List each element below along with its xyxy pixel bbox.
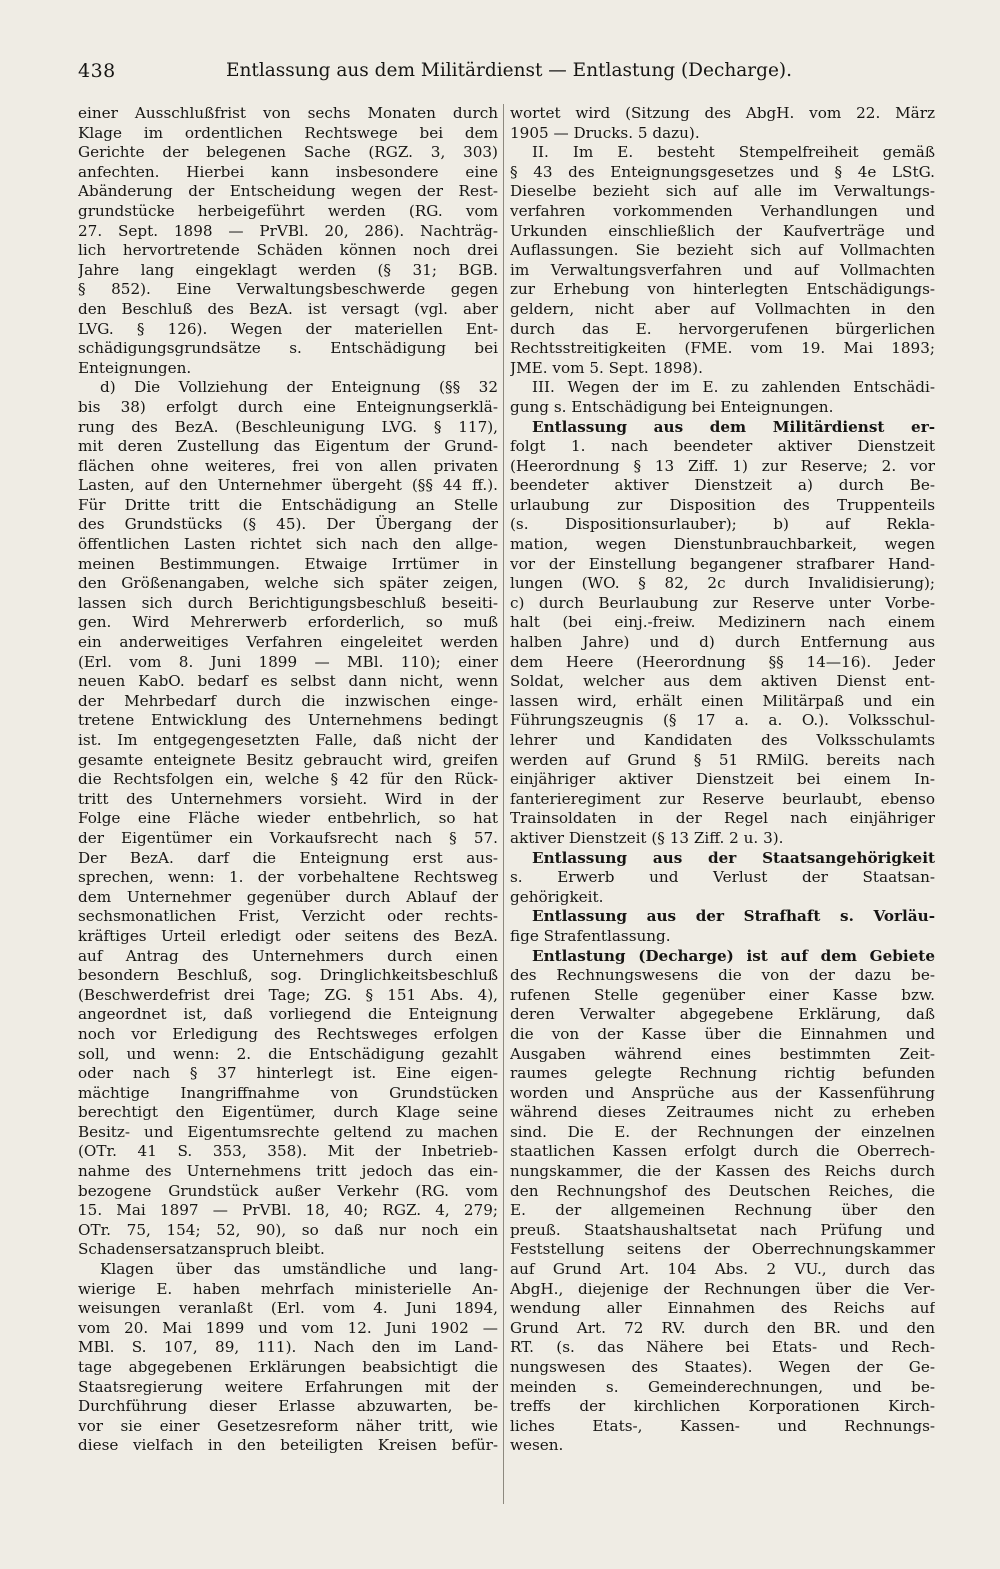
text-line: wesen.: [510, 1436, 564, 1455]
column-divider: [503, 104, 504, 1504]
text-line: fanterieregiment zur Reserve beurlaubt, ebenso: [510, 789, 935, 808]
text-line: (Beschwerdefrist drei Tage; ZG. § 151 Abs. 4),: [78, 985, 498, 1004]
page-header: [78, 60, 928, 86]
text-line: den Rechnungshof des Deutschen Reiches, die: [510, 1181, 935, 1200]
text-line: meinden s. Gemeinderechnungen, und be-: [510, 1377, 935, 1396]
text-line: fige Strafentlassung.: [510, 926, 671, 945]
text-line: c) durch Beurlaubung zur Reserve unter Vorbe-: [510, 593, 935, 612]
text-line: soll, und wenn: 2. die Entschädigung gezahlt: [78, 1044, 498, 1063]
text-line: lich hervortretende Schäden können noch drei: [78, 241, 498, 260]
text-line: mation, wegen Dienstunbrauchbarkeit, wegen: [510, 535, 935, 554]
text-line: den Beschluß des BezA. ist versagt (vgl. aber: [78, 299, 498, 318]
text-line: Ausgaben während eines bestimmten Zeit-: [510, 1044, 935, 1063]
text-line: d) Die Vollziehung der Enteignung (§§ 32: [100, 378, 498, 397]
text-line: tage abgegebenen Erklärungen beabsichtigt die: [78, 1358, 498, 1376]
text-line: Gerichte der belegenen Sache (RGZ. 3, 303): [78, 143, 498, 162]
text-line: halt (bei einj.-freiw. Medizinern nach einem: [510, 613, 935, 632]
text-line: vor der Einstellung begangener strafbarer Hand-: [510, 554, 935, 573]
text-line: Durchführung dieser Erlasse abzuwarten, be-: [78, 1397, 498, 1416]
text-line: die Rechtsfolgen ein, welche § 42 für den Rück-: [78, 770, 498, 789]
text-line: vor sie einer Gesetzesreform näher tritt, wie: [78, 1416, 498, 1435]
text-line: den Größenangaben, welche sich später zeigen,: [78, 574, 498, 593]
text-line: liches Etats-, Kassen- und Rechnungs-: [510, 1416, 935, 1435]
text-line: Für Dritte tritt die Entschädigung an Stelle: [78, 495, 498, 514]
text-line: (Heerordnung § 13 Ziff. 1) zur Reserve; 2. vor: [510, 456, 935, 475]
text-line: ist. Im entgegengesetzten Falle, daß nicht der: [78, 731, 498, 749]
text-line: einjähriger aktiver Dienstzeit bei einem In-: [510, 770, 935, 789]
text-line: III. Wegen der im E. zu zahlenden Entschädi-: [532, 378, 935, 397]
text-line: E. der allgemeinen Rechnung über den: [510, 1201, 935, 1220]
text-line: nahme des Unternehmens tritt jedoch das ein-: [78, 1162, 498, 1181]
text-line: des Rechnungswesens die von der dazu be-: [510, 966, 935, 985]
text-line: durch das E. hervorgerufenen bürgerlichen: [510, 319, 935, 338]
text-line: wortet wird (Sitzung des AbgH. vom 22. März: [510, 104, 935, 122]
text-line: rufenen Stelle gegenüber einer Kasse bzw.: [510, 985, 935, 1004]
text-line: Klage im ordentlichen Rechtswege bei dem: [78, 123, 498, 142]
text-line: diese vielfach in den beteiligten Kreisen befür-: [78, 1436, 498, 1455]
text-line: Auflassungen. Sie bezieht sich auf Vollmachten: [510, 241, 935, 260]
text-line: flächen ohne weiteres, frei von allen privaten: [78, 456, 498, 475]
text-line: (Erl. vom 8. Juni 1899 — MBl. 110); einer: [78, 652, 498, 671]
page-number: 438: [78, 60, 116, 82]
text-line: 27. Sept. 1898 — PrVBl. 20, 286). Nachträg-: [78, 221, 498, 240]
text-line: verfahren vorkommenden Verhandlungen und: [510, 201, 935, 220]
text-line: während dieses Zeitraumes nicht zu erheben: [510, 1103, 935, 1122]
text-line: II. Im E. besteht Stempelfreiheit gemäß: [532, 143, 935, 162]
text-line: neuen KabO. bedarf es selbst dann nicht, wenn: [78, 672, 498, 691]
text-line: einer Ausschlußfrist von sechs Monaten durch: [78, 104, 498, 122]
text-line: die von der Kasse über die Einnahmen und: [510, 1024, 935, 1043]
text-line: urlaubung zur Disposition des Truppenteils: [510, 495, 935, 514]
text-line: schädigungsgrundsätze s. Entschädigung bei: [78, 339, 498, 358]
text-line: § 43 des Enteignungsgesetzes und § 4e LStG.: [510, 162, 935, 181]
text-line: AbgH., diejenige der Rechnungen über die Ver-: [510, 1279, 935, 1298]
text-line: Schadensersatzanspruch bleibt.: [78, 1240, 325, 1259]
text-line: tritt des Unternehmers vorsieht. Wird in der: [78, 789, 498, 808]
text-line: weisungen veranlaßt (Erl. vom 4. Juni 1894,: [78, 1299, 498, 1318]
text-line: halben Jahre) und d) durch Entfernung aus: [510, 633, 935, 652]
text-line: 1905 — Drucks. 5 dazu).: [510, 123, 700, 142]
left-text-column: [78, 104, 498, 1456]
text-line: Soldat, welcher aus dem aktiven Dienst ent-: [510, 672, 935, 691]
text-line: nungskammer, die der Kassen des Reichs durch: [510, 1162, 935, 1181]
text-line: Entlassung aus der Strafhaft s. Vorläu-: [532, 907, 935, 926]
text-line: (OTr. 41 S. 353, 358). Mit der Inbetrieb-: [78, 1142, 498, 1161]
text-line: vom 20. Mai 1899 und vom 12. Juni 1902 —: [78, 1318, 498, 1337]
text-line: Der BezA. darf die Enteignung erst aus-: [78, 848, 498, 867]
text-line: beendeter aktiver Dienstzeit a) durch Be-: [510, 476, 935, 495]
text-line: sprechen, wenn: 1. der vorbehaltene Rechtsweg: [78, 868, 498, 887]
text-line: Urkunden einschließlich der Kaufverträge und: [510, 221, 935, 240]
text-line: öffentlichen Lasten richtet sich nach den allge-: [78, 535, 498, 554]
text-line: Staatsregierung weitere Erfahrungen mit der: [78, 1377, 498, 1396]
text-line: der Eigentümer ein Vorkaufsrecht nach § 57.: [78, 828, 498, 847]
text-line: rung des BezA. (Beschleunigung LVG. § 117),: [78, 417, 498, 436]
text-line: folgt 1. nach beendeter aktiver Dienstzeit: [510, 437, 935, 456]
text-line: werden auf Grund § 51 RMilG. bereits nach: [510, 750, 935, 769]
text-line: gen. Wird Mehrerwerb erforderlich, so muß: [78, 613, 498, 632]
text-line: des Grundstücks (§ 45). Der Übergang der: [78, 515, 498, 534]
text-line: mit deren Zustellung das Eigentum der Grund-: [78, 437, 498, 456]
text-line: JME. vom 5. Sept. 1898).: [510, 358, 703, 377]
text-line: wierige E. haben mehrfach ministerielle An-: [78, 1279, 498, 1298]
text-line: § 852). Eine Verwaltungsbeschwerde gegen: [78, 280, 498, 299]
text-line: meinen Bestimmungen. Etwaige Irrtümer in: [78, 554, 498, 573]
text-line: Rechtsstreitigkeiten (FME. vom 19. Mai 1893;: [510, 339, 935, 358]
text-line: gung s. Entschädigung bei Enteignungen.: [510, 397, 834, 416]
text-line: worden und Ansprüche aus der Kassenführung: [510, 1083, 935, 1102]
text-line: ein anderweitiges Verfahren eingeleitet werden: [78, 633, 498, 652]
text-line: tretene Entwicklung des Unternehmens bedingt: [78, 711, 498, 730]
text-line: sind. Die E. der Rechnungen der einzelnen: [510, 1122, 935, 1141]
text-line: geldern, nicht aber auf Vollmachten in den: [510, 299, 935, 318]
text-line: Lasten, auf den Unternehmer übergeht (§§ 44 ff.).: [78, 476, 498, 495]
text-line: besondern Beschluß, sog. Dringlichkeitsbeschluß: [78, 966, 498, 985]
text-line: zur Erhebung von hinterlegten Entschädigungs-: [510, 280, 935, 299]
text-line: noch vor Erledigung des Rechtsweges erfolgen: [78, 1024, 498, 1043]
text-line: s. Erwerb und Verlust der Staatsan-: [510, 868, 935, 887]
text-line: deren Verwalter abgegebene Erklärung, daß: [510, 1005, 935, 1024]
text-line: der Mehrbedarf durch die inzwischen einge-: [78, 691, 498, 710]
text-line: berechtigt den Eigentümer, durch Klage seine: [78, 1103, 498, 1122]
text-line: Trainsoldaten in der Regel nach einjähriger: [510, 809, 935, 828]
text-line: kräftiges Urteil erledigt oder seitens des BezA.: [78, 926, 498, 945]
running-head: Entlassung aus dem Militärdienst — Entlastung (Decharge).: [226, 60, 793, 81]
text-line: bezogene Grundstück außer Verkehr (RG. vom: [78, 1181, 498, 1200]
text-line: grundstücke herbeigeführt werden (RG. vom: [78, 201, 498, 220]
text-line: Abänderung der Entscheidung wegen der Rest-: [78, 182, 498, 201]
text-line: staatlichen Kassen erfolgt durch die Oberrech-: [510, 1142, 935, 1161]
text-line: Entlassung aus der Staatsangehörigkeit: [532, 848, 935, 867]
text-line: Entlassung aus dem Militärdienst er-: [532, 417, 935, 436]
text-line: Besitz- und Eigentumsrechte geltend zu machen: [78, 1122, 498, 1141]
text-line: gesamte enteignete Besitz gebraucht wird, greifen: [78, 750, 498, 769]
text-line: raumes gelegte Rechnung richtig befunden: [510, 1064, 935, 1083]
text-line: lehrer und Kandidaten des Volksschulamts: [510, 731, 935, 749]
text-line: im Verwaltungsverfahren und auf Vollmachten: [510, 260, 935, 279]
text-line: aktiver Dienstzeit (§ 13 Ziff. 2 u. 3).: [510, 828, 784, 847]
text-line: sechsmonatlichen Frist, Verzicht oder rechts-: [78, 907, 498, 926]
text-line: auf Grund Art. 104 Abs. 2 VU., durch das: [510, 1260, 935, 1279]
text-line: Klagen über das umständliche und lang-: [100, 1260, 498, 1279]
right-text-column: [510, 104, 935, 1456]
text-line: Entlastung (Decharge) ist auf dem Gebiete: [532, 946, 935, 965]
text-line: Grund Art. 72 RV. durch den BR. und den: [510, 1318, 935, 1337]
text-line: anfechten. Hierbei kann insbesondere eine: [78, 162, 498, 181]
text-line: nungswesen des Staates). Wegen der Ge-: [510, 1358, 935, 1376]
text-line: lassen wird, erhält einen Militärpaß und ein: [510, 691, 935, 710]
text-line: auf Antrag des Unternehmers durch einen: [78, 946, 498, 965]
text-line: Jahre lang eingeklagt werden (§ 31; BGB.: [78, 260, 498, 279]
text-line: Enteignungen.: [78, 358, 192, 377]
text-line: bis 38) erfolgt durch eine Enteignungserklä-: [78, 397, 498, 416]
text-line: (s. Dispositionsurlauber); b) auf Rekla-: [510, 515, 935, 534]
text-line: Führungszeugnis (§ 17 a. a. O.). Volksschul-: [510, 711, 935, 730]
text-line: MBl. S. 107, 89, 111). Nach den im Land-: [78, 1338, 498, 1357]
text-line: LVG. § 126). Wegen der materiellen Ent-: [78, 319, 498, 338]
text-line: Dieselbe bezieht sich auf alle im Verwaltungs-: [510, 182, 935, 201]
text-line: treffs der kirchlichen Korporationen Kirch-: [510, 1397, 935, 1416]
text-line: lungen (WO. § 82, 2c durch Invalidisierung);: [510, 574, 935, 593]
text-line: wendung aller Einnahmen des Reichs auf: [510, 1299, 935, 1318]
text-line: lassen sich durch Berichtigungsbeschluß beseiti-: [78, 593, 498, 612]
text-line: OTr. 75, 154; 52, 90), so daß nur noch ein: [78, 1220, 498, 1239]
text-line: mächtige Inangriffnahme von Grundstücken: [78, 1083, 498, 1102]
text-line: dem Unternehmer gegenüber durch Ablauf der: [78, 887, 498, 906]
text-line: gehörigkeit.: [510, 887, 604, 906]
text-line: dem Heere (Heerordnung §§ 14—16). Jeder: [510, 652, 935, 671]
text-line: RT. (s. das Nähere bei Etats- und Rech-: [510, 1338, 935, 1357]
text-line: preuß. Staatshaushaltsetat nach Prüfung und: [510, 1220, 935, 1239]
text-line: Feststellung seitens der Oberrechnungskammer: [510, 1240, 935, 1259]
text-line: Folge eine Fläche wieder entbehrlich, so hat: [78, 809, 498, 828]
text-line: angeordnet ist, daß vorliegend die Enteignung: [78, 1005, 498, 1024]
text-line: 15. Mai 1897 — PrVBl. 18, 40; RGZ. 4, 279;: [78, 1201, 498, 1220]
text-line: oder nach § 37 hinterlegt ist. Eine eigen-: [78, 1064, 498, 1083]
